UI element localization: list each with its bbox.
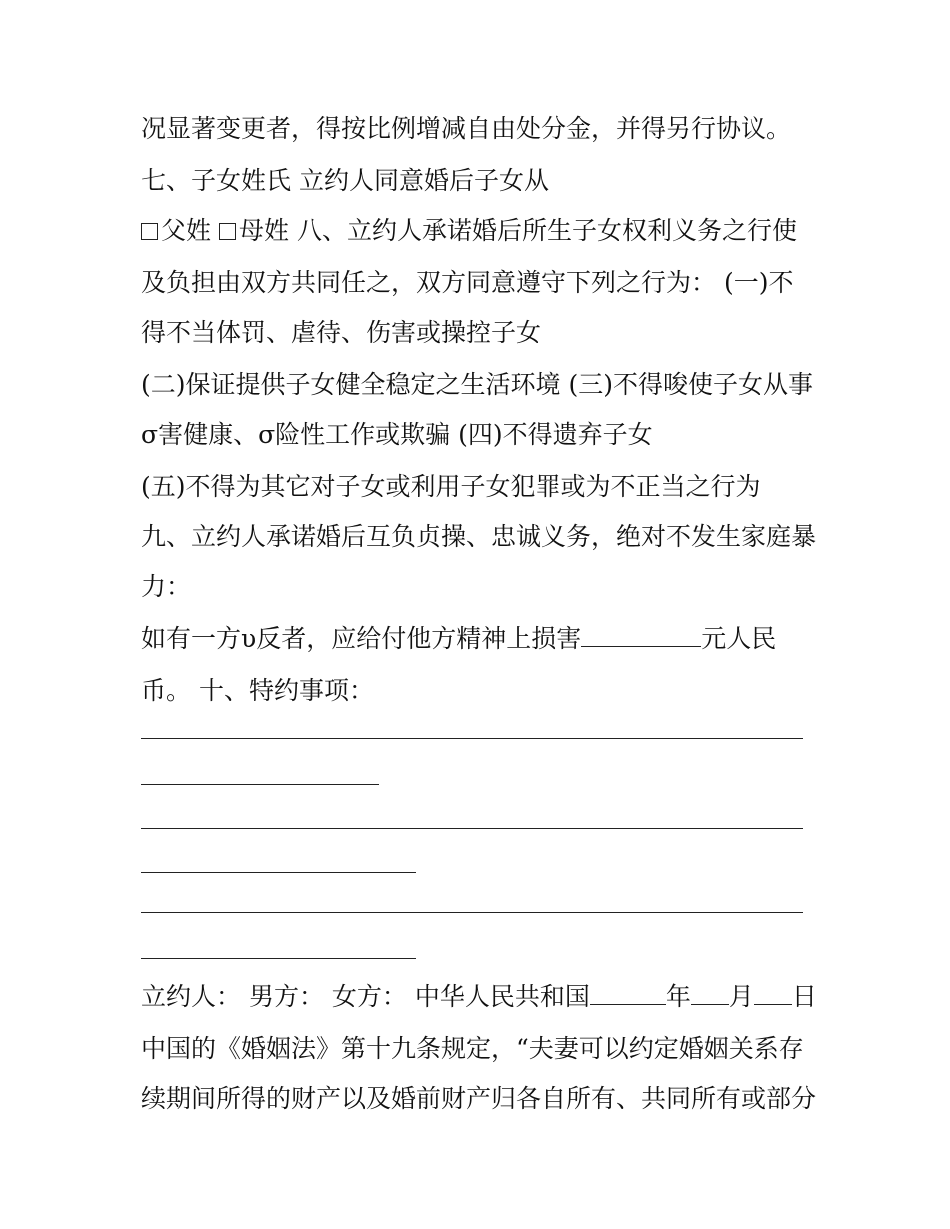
text-line-8: (五)不得为其它对子女或利用子女犯罪或为不正当之行为 [141, 472, 761, 501]
special-terms-blank-3b[interactable] [141, 958, 416, 959]
special-terms-blank-2a[interactable] [141, 828, 803, 829]
damages-clause-text: 如有一方υ反者，应给付他方精神上损害 [141, 624, 582, 653]
special-terms-blank-1a[interactable] [141, 738, 803, 739]
text-line-9: 九、立约人承诺婚后互负贞操、忠诚义务，绝对不发生家庭暴 [141, 522, 817, 551]
currency-text: 元人民 [701, 624, 777, 653]
year-label: 年 [665, 982, 691, 1011]
damages-amount-blank[interactable] [581, 624, 701, 647]
signature-line [141, 982, 817, 1012]
signatories-label: 立约人： 男方： 女方： 中华人民共和国 [141, 982, 590, 1011]
text-line-6: (二)保证提供子女健全稳定之生活环境 (三)不得唆使子女从事 [141, 370, 813, 399]
special-terms-blank-3a[interactable] [141, 912, 803, 913]
day-label: 日 [791, 982, 817, 1011]
text-line-3 [141, 216, 797, 246]
text-line-3-rest: 八、立约人承诺婚后所生子女权利义务之行使 [296, 216, 797, 245]
month-blank[interactable] [691, 982, 729, 1005]
month-label: 月 [728, 982, 754, 1011]
checkbox-mother-surname[interactable] [219, 223, 236, 240]
year-blank[interactable] [590, 982, 666, 1005]
text-line-11 [141, 624, 776, 654]
special-terms-blank-1b[interactable] [141, 784, 379, 785]
text-line-1: 况显著变更者，得按比例增减自由处分金，并得另行协议。 [141, 114, 792, 143]
text-line-10: 力： [141, 572, 192, 601]
text-line-5: 得不当体罚、虐待、伤害或操控子女 [141, 318, 542, 347]
text-line-7: σ害健康、σ险性工作或欺骗 (四)不得遗弃子女 [141, 420, 653, 449]
text-line-12: 币。 十、特约事项： [141, 676, 374, 705]
option-father-surname: 父姓 [161, 216, 212, 245]
day-blank[interactable] [754, 982, 792, 1005]
option-mother-surname: 母姓 [238, 216, 289, 245]
text-line-4: 及负担由双方共同任之，双方同意遵守下列之行为： (一)不 [141, 268, 794, 297]
text-line-15: 续期间所得的财产以及婚前财产归各自所有、共同所有或部分 [141, 1084, 817, 1113]
text-line-14: 中国的《婚姻法》第十九条规定，“夫妻可以约定婚姻关系存 [141, 1034, 804, 1063]
text-line-2: 七、子女姓氏 立约人同意婚后子女从 [141, 166, 549, 195]
special-terms-blank-2b[interactable] [141, 872, 416, 873]
checkbox-father-surname[interactable] [141, 223, 158, 240]
